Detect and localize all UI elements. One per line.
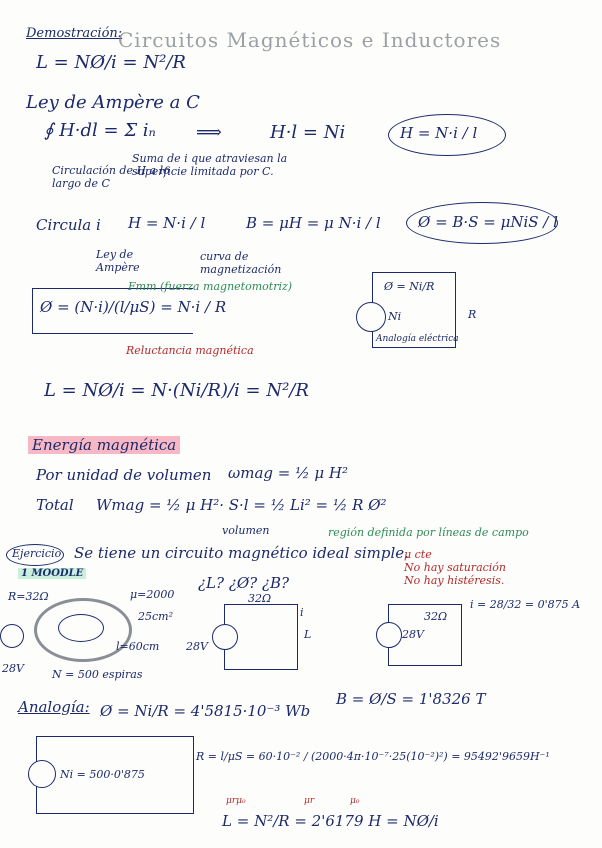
volumen-note: volumen (222, 524, 270, 537)
curva-note: curva de magnetización (200, 250, 282, 276)
mu-r-mu0-label: μrμ₀ (226, 796, 246, 806)
toroid-source-icon (0, 624, 24, 648)
hypothesis-item: No hay saturación (404, 561, 507, 574)
analogia-R-equation: R = l/μS = 60·10⁻² / (2000·4π·10⁻⁷·25(10⁻²)²) = 95492'9659H⁻¹ (196, 750, 550, 763)
circuit2-V: 28V (186, 640, 208, 653)
B-equation: B = μH = μ N·i / l (246, 214, 381, 232)
ejercicio-statement: Se tiene un circuito magnético ideal simple. (74, 544, 409, 562)
circuit3-R: 32Ω (424, 610, 448, 623)
circuit-Ni-label: Ni (388, 310, 402, 323)
param-V: 28V (2, 662, 24, 675)
question-text: ¿L? ¿Ø? ¿B? (198, 574, 290, 592)
ley-ampere-note: Ley de Ampère (96, 248, 140, 274)
sum-note: Suma de i que atraviesan la superficie limitada por C. (132, 152, 288, 178)
circuit-R-label: R (468, 308, 477, 321)
circuit-phi-label: Ø = Ni/R (384, 280, 435, 293)
hypotheses-list (404, 548, 506, 587)
ejercicio-label: Ejercicio (12, 547, 62, 560)
circuit3-V: 28V (402, 628, 424, 641)
analogia-electrica-label: Analogía eléctrica (376, 334, 459, 344)
H-equation: H = N·i / l (128, 214, 206, 232)
param-l: l=60cm (116, 640, 160, 653)
circulation-note: Circulación de H a lo largo de C (52, 164, 170, 190)
L-derivation: L = NØ/i = N·(Ni/R)/i = N²/R (44, 380, 309, 401)
total-label: Total (36, 496, 74, 514)
L-final-equation: L = N²/R = 2'6179 H = NØ/i (222, 812, 439, 830)
H-l-equation: H·l = Ni (270, 122, 346, 143)
voltage-source-icon (356, 302, 386, 332)
por-unidad-label: Por unidad de volumen (36, 466, 212, 484)
circuit2-source-icon (212, 624, 238, 650)
circuit3-source-icon (376, 622, 402, 648)
circuit2-L: L (304, 628, 312, 641)
param-mu: μ=2000 (130, 588, 175, 601)
circuit3-current: i = 28/32 = 0'875 A (470, 598, 581, 611)
analogia-label: Analogía: (18, 698, 90, 716)
toroid-hole (58, 614, 104, 642)
analogia-Ni: Ni = 500·0'875 (60, 768, 145, 781)
wmag-equation: ωmag = ½ μ H² (228, 464, 349, 482)
energia-heading: Energía magnética (28, 436, 180, 454)
fmm-note: Fmm (fuerza magnetomotriz) (128, 280, 293, 293)
mu-0-label: μ₀ (350, 796, 360, 806)
mu-r-label: μr (304, 796, 315, 806)
L-definition: L = NØ/i = N²/R (36, 52, 186, 73)
reluctancia-note: Reluctancia magnética (126, 344, 254, 357)
circuit2-i: i (300, 606, 304, 619)
hypothesis-item: μ cte (404, 548, 432, 561)
boxed-H-equation: H = N·i / l (400, 124, 478, 142)
implies-arrow: ⟹ (196, 122, 222, 143)
page-title: Circuitos Magnéticos e Inductores (118, 28, 502, 52)
analogia-phi: Ø = Ni/R = 4'5815·10⁻³ Wb (100, 702, 311, 720)
hypothesis-item: No hay histéresis. (404, 574, 505, 587)
region-note: región definida por líneas de campo (328, 526, 529, 539)
param-S: 25cm² (138, 610, 173, 623)
analogia-B: B = Ø/S = 1'8326 T (336, 690, 486, 708)
phi-reluctance-equation: Ø = (N·i)/(l/μS) = N·i / R (40, 298, 227, 316)
param-N: N = 500 espiras (52, 668, 143, 681)
circula-label: Circula i (36, 216, 101, 234)
Wmag-equation: Wmag = ½ μ H²· S·l = ½ Li² = ½ R Ø² (96, 496, 387, 514)
analogia-source-icon (28, 760, 56, 788)
param-R: R=32Ω (8, 590, 49, 603)
ampere-integral: ∮ H·dl = Σ iₙ (44, 120, 156, 141)
phi-equation: Ø = B·S = μNiS / l (418, 213, 558, 231)
ampere-heading: Ley de Ampère a C (26, 92, 200, 113)
circuit2-R: 32Ω (248, 592, 272, 605)
moodle-label: 1 MOODLE (18, 568, 86, 579)
demo-label: Demostración: (26, 26, 123, 41)
